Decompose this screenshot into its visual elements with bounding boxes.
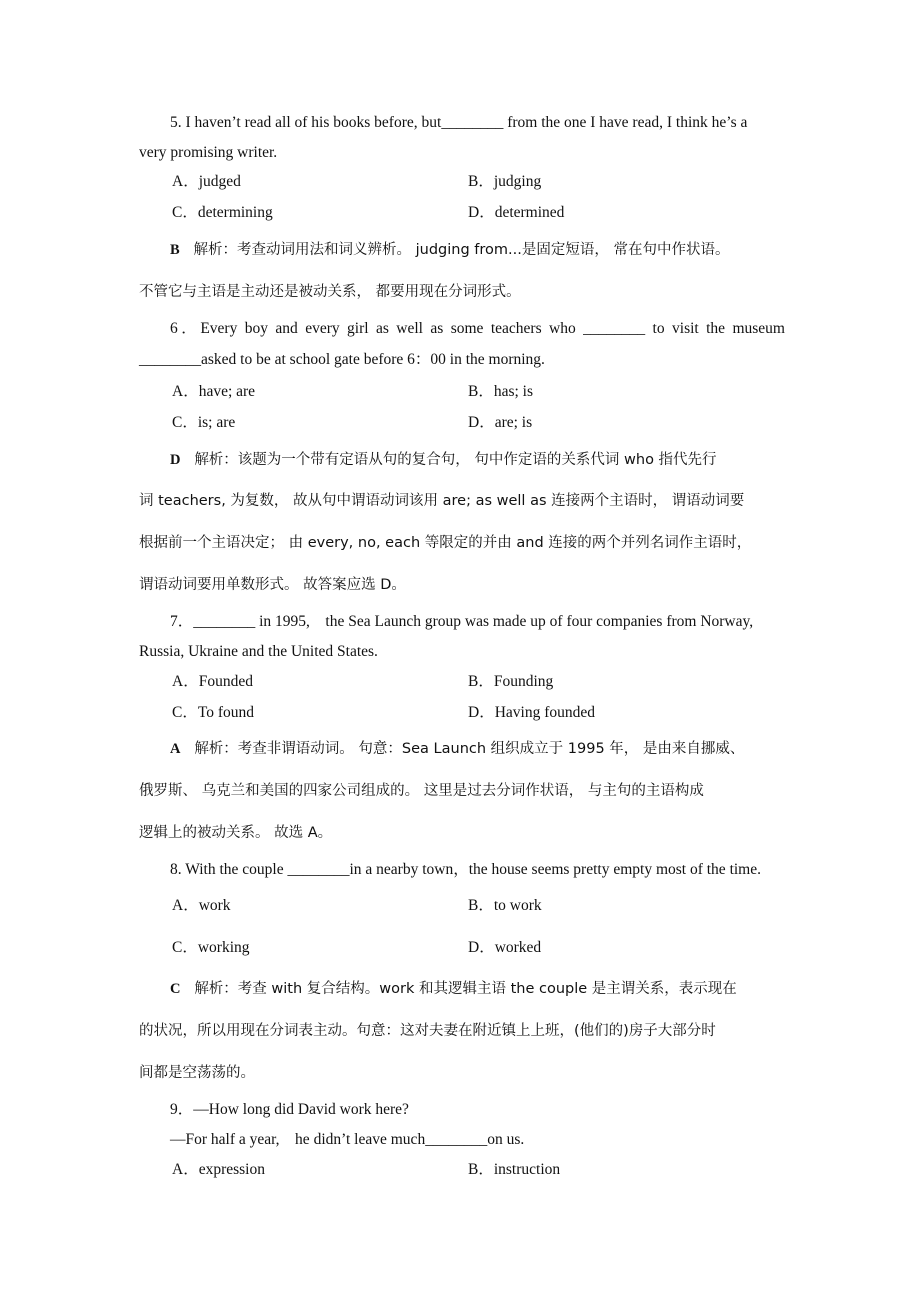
question-7-option-c: C．To found <box>172 704 255 721</box>
question-5-explanation-text-1: 解析：考查动词用法和词义辨析。 judging from...是固定短语， 常在句中作状语。 <box>193 242 730 258</box>
question-9-stem-line-1: 9．—How long did David work here? <box>170 1101 409 1118</box>
question-7-explanation-text-1: 解析：考查非谓语动词。 句意：Sea Launch 组织成立于 1995 年， 是由来自挪威、 <box>194 741 745 757</box>
question-5-stem-line-1: 5. I haven’t read all of his books before, but________ from the one I have read, I think he’s a <box>170 114 748 131</box>
question-6-stem-line-1: 6．Every boy and every girl as well as some teachers who ________ to visit the museum <box>170 320 785 337</box>
question-8-option-c: C．working <box>172 939 250 956</box>
question-7-option-a: A．Founded <box>172 673 253 690</box>
question-6-explanation-line-2: 词 teachers, 为复数， 故从句中谓语动词该用 are; as well as 连接两个主语时， 谓语动词要 <box>139 493 745 509</box>
question-9-stem-line-2: —For half a year, he didn’t leave much________on us. <box>170 1131 525 1148</box>
question-5-stem-line-2: very promising writer. <box>139 144 278 161</box>
question-8-explanation-line-2: 的状况，所以用现在分词表主动。句意：这对夫妻在附近镇上上班，(他们的)房子大部分时 <box>139 1023 716 1039</box>
question-8-explanation-line-1 <box>170 978 785 1000</box>
question-7-stem-line-1: 7．________ in 1995, the Sea Launch group was made up of four companies from Norway, <box>170 613 754 630</box>
question-6-explanation-line-3: 根据前一个主语决定； 由 every, no, each 等限定的并由 and 连接的两个并列名词作主语时， <box>139 535 752 551</box>
question-7-explanation-line-2: 俄罗斯、 乌克兰和美国的四家公司组成的。 这里是过去分词作状语， 与主句的主语构成 <box>139 783 704 799</box>
question-5-explanation-line-1 <box>170 239 785 261</box>
question-8-option-a: A．work <box>172 897 231 914</box>
question-7-stem-line-2: Russia, Ukraine and the United States. <box>139 643 378 660</box>
question-6-answer: D <box>170 452 181 468</box>
question-5-answer: B <box>170 242 180 258</box>
question-6-explanation-text-1: 解析：该题为一个带有定语从句的复合句， 句中作定语的关系代词 who 指代先行 <box>194 452 717 468</box>
question-8-answer: C <box>170 981 181 997</box>
question-5-option-c: C．determining <box>172 204 273 221</box>
question-6-option-a: A．have; are <box>172 383 256 400</box>
question-6-explanation-line-4: 谓语动词要用单数形式。 故答案应选 D。 <box>139 577 406 593</box>
question-6-option-d: D．are; is <box>468 414 533 431</box>
question-8-stem: 8. With the couple ________in a nearby town，the house seems pretty empty most of the time. <box>170 861 761 878</box>
question-5-explanation-line-2: 不管它与主语是主动还是被动关系， 都要用现在分词形式。 <box>139 284 521 300</box>
question-6-option-c: C．is; are <box>172 414 236 431</box>
question-5-option-d: D．determined <box>468 204 565 221</box>
question-8-explanation-text-1: 解析：考查 with 复合结构。work 和其逻辑主语 the couple 是主谓关系，表示现在 <box>194 981 737 997</box>
question-8-explanation-line-3: 间都是空荡荡的。 <box>139 1065 255 1081</box>
question-6-stem-line-2: ________asked to be at school gate before 6：00 in the morning. <box>139 351 545 368</box>
question-5-option-a: A．judged <box>172 173 241 190</box>
question-6-explanation-line-1 <box>170 449 785 471</box>
question-7-explanation-line-1 <box>170 738 785 760</box>
question-7-option-b: B．Founding <box>468 673 554 690</box>
question-5-option-b: B．judging <box>468 173 542 190</box>
question-8-option-b: B．to work <box>468 897 542 914</box>
question-8-option-d: D．worked <box>468 939 542 956</box>
question-9-option-b: B．instruction <box>468 1161 561 1178</box>
question-7-answer: A <box>170 741 181 757</box>
question-7-option-d: D．Having founded <box>468 704 595 721</box>
question-7-explanation-line-3: 逻辑上的被动关系。 故选 A。 <box>139 825 333 841</box>
question-6-option-b: B．has; is <box>468 383 534 400</box>
question-9-option-a: A．expression <box>172 1161 265 1178</box>
